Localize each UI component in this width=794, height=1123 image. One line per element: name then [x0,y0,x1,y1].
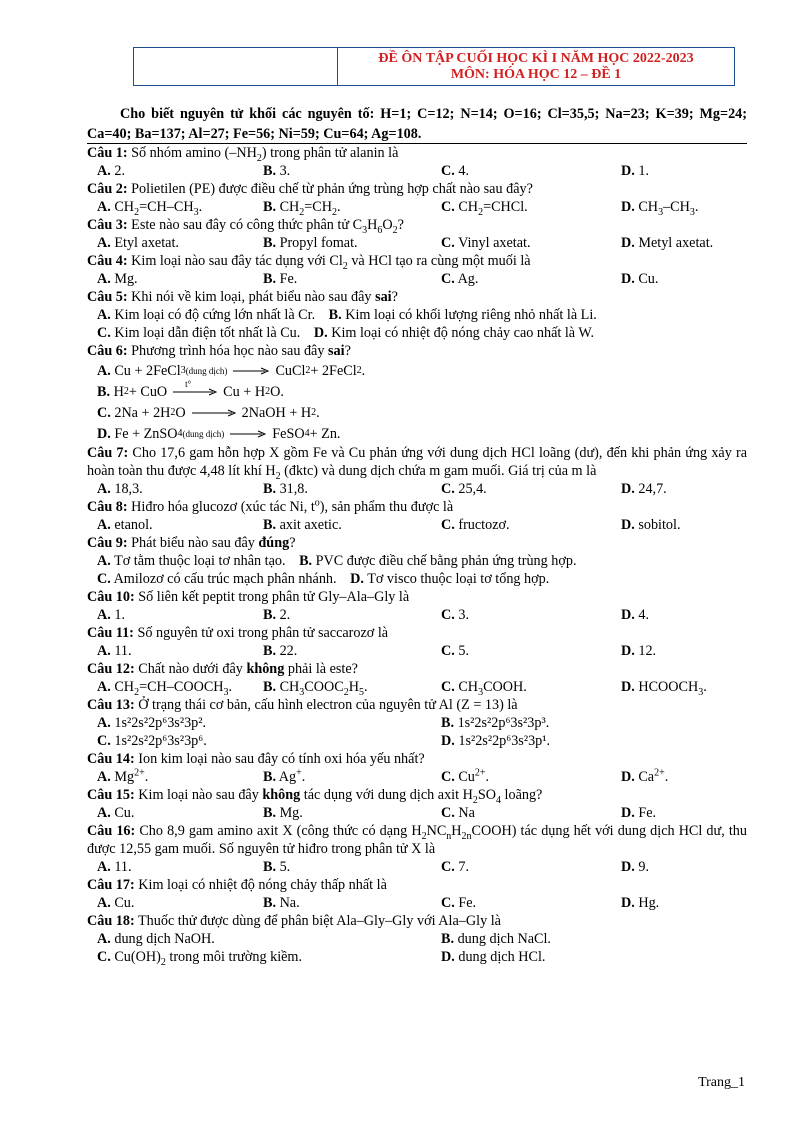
option-a[interactable]: A. Cu. [97,805,135,821]
option-c[interactable]: C. 4. [441,163,469,179]
option-a[interactable]: A. 1. [97,607,125,623]
header-title-cell [338,48,734,85]
question-3: Câu 3: Este nào sau đây có công thức phân tử $C_3H_6O_2$? [87,217,404,236]
question-list [87,144,747,966]
option-b[interactable]: B. 2. [263,607,291,623]
option-b[interactable]: B. 3. [263,163,291,179]
option-a[interactable]: A. 2. [97,163,125,179]
question-16: Câu 16: Cho 8,9 gam amino axit X (công thức có dạng $H_2NC_nH_{2n}COOH$) tác dụng hết với dung dịch HCl dư, thu được 12,55 gam muối. Số nguyên tử hiđro trong phân tử X là [87,823,747,857]
question-1: Câu 1: Số nhóm amino $(-NH_2)$ trong phân tử alanin là [87,145,399,164]
question-14: Câu 14: Ion kim loại nào sau đây có tính oxi hóa yếu nhất? [87,751,425,767]
question-18-options-ab [87,930,747,948]
option-a[interactable]: A. 18,3. [97,481,143,497]
question-11-options [87,642,747,660]
option-d[interactable]: D. Metyl axetat. [621,235,714,251]
question-12: Câu 12: Chất nào dưới đây không phải là este? [87,661,358,677]
option-a[interactable]: A. Kim loại có độ cứng lớn nhất là Cr. [97,307,316,323]
option-d[interactable]: D. Fe. [621,805,657,821]
question-1-options [87,162,747,180]
question-15-options [87,804,747,822]
option-d[interactable]: D. 9. [621,859,649,875]
question-5: Câu 5: Khi nói về kim loại, phát biểu nào sau đây sai? [87,289,398,305]
option-c[interactable]: C. 3. [441,607,469,623]
option-d[interactable]: D. 1. [621,163,649,179]
option-d[interactable]: D. 1s²2s²2p⁶3s²3p¹. [441,733,551,749]
question-8-options [87,516,747,534]
question-13-options-cd [87,732,747,750]
question-12-options [87,678,747,696]
option-a[interactable]: A. $Mg^{2+}$. [97,767,149,785]
option-c[interactable]: C. fructozơ. [441,517,510,533]
question-16-options [87,858,747,876]
page-number: Trang_1 [698,1075,745,1090]
reaction-arrow-icon [233,362,269,380]
atomic-mass-note: Cho biết nguyên tử khối các nguyên tố: H=1; C=12; N=14; O=16; Cl=35,5; Na=23; K=39; Mg=24; Ca=40; Ba=137; Al=27; Fe=56; Ni=59; Cu=64; Ag=108. [87,106,747,142]
reaction-arrow-icon [192,404,236,422]
question-7-options [87,480,747,498]
question-10-options [87,606,747,624]
option-a[interactable]: A. etanol. [97,517,153,533]
option-a[interactable]: A. Tơ tằm thuộc loại tơ nhân tạo. [97,553,286,569]
exam-subject: MÔN: HÓA HỌC 12 – ĐỀ 1 [450,66,622,82]
option-a[interactable]: A. 11. [97,859,132,875]
option-a[interactable]: A. 1s²2s²2p⁶3s²3p². [97,715,207,731]
question-18: Câu 18: Thuốc thử được dùng để phân biệt Ala–Gly–Gly với Ala–Gly là [87,913,501,929]
reaction-arrow-icon [230,425,266,443]
question-11: Câu 11: Số nguyên tử oxi trong phân tử saccarozơ là [87,625,389,641]
question-17: Câu 17: Kim loại có nhiệt độ nóng chảy thấp nhất là [87,877,387,893]
option-c[interactable]: C. $CH_3COOH$. [441,679,527,698]
option-d[interactable]: D. Hg. [621,895,660,911]
option-b[interactable]: B. axit axetic. [263,517,342,533]
question-10: Câu 10: Số liên kết peptit trong phân tử Gly–Ala–Gly là [87,589,410,605]
option-c[interactable]: C. 5. [441,643,469,659]
question-3-options [87,234,747,252]
exam-header-box [133,47,735,86]
option-d[interactable]: D. dung dịch HCl. [441,949,546,965]
question-6: Câu 6: Phương trình hóa học nào sau đây sai? [87,343,351,359]
option-d[interactable]: D. $Ca^{2+}$. [621,767,669,785]
option-c[interactable]: C. 1s²2s²2p⁶3s²3p⁶. [97,733,207,749]
question-7: Câu 7: Cho 17,6 gam hỗn hợp X gồm Fe và Cu phản ứng với dung dịch HCl loãng (dư), đến khi phản ứng xảy ra hoàn toàn thu được 4,48 lít khí $H_2$ (đktc) và dung dịch chứa m gam muối. Giá trị của m là [87,445,747,482]
option-d[interactable]: D. $CH_3-CH_3$. [621,199,699,218]
option-a[interactable]: A. 11. [97,643,132,659]
option-c[interactable]: C. 2Na + 2H 2 O 2NaOH + H 2 . [97,404,320,421]
option-d[interactable]: D. 4. [621,607,649,623]
option-c[interactable]: C. 7. [441,859,469,875]
question-4-options [87,270,747,288]
option-b[interactable]: B. PVC được điều chế bằng phản ứng trùng hợp. [299,553,577,569]
exam-title: ĐỀ ÔN TẬP CUỐI HỌC KÌ I NĂM HỌC 2022-2023 [378,50,694,66]
option-b[interactable]: B. H 2 + CuO t° Cu + H 2 O. [97,378,284,400]
option-c[interactable]: C. 25,4. [441,481,487,497]
question-9: Câu 9: Phát biểu nào sau đây đúng? [87,535,296,551]
option-d[interactable]: D. $HCOOCH_3$. [621,679,707,698]
option-b[interactable]: B. 5. [263,859,291,875]
option-b[interactable]: B. Na. [263,895,300,911]
option-d[interactable]: D. 24,7. [621,481,667,497]
option-a[interactable]: A. Cu + 2FeCl 3 (dung dịch) CuCl 2 + 2FeCl 2 . [97,362,366,379]
option-a[interactable]: A. Etyl axetat. [97,235,179,251]
option-d[interactable]: D. sobitol. [621,517,681,533]
option-b[interactable]: B. $CH_2=CH_2$. [263,199,341,218]
option-a[interactable]: A. $CH_2=CH-CH_3$. [97,199,203,218]
option-a[interactable]: A. dung dịch NaOH. [97,931,215,947]
question-18-options-cd [87,948,747,966]
question-14-options [87,768,747,786]
option-c[interactable]: C. Amilozơ có cấu trúc mạch phân nhánh. [97,571,337,587]
option-b[interactable]: B. $CH_3COOC_2H_5$. [263,679,368,698]
option-b[interactable]: B. Mg. [263,805,303,821]
reaction-arrow-heat-icon: t° [173,383,217,401]
option-d[interactable]: D. Tơ visco thuộc loại tơ tổng hợp. [350,571,550,587]
option-a[interactable]: A. Cu. [97,895,135,911]
option-c[interactable]: C. Na [441,805,475,821]
option-b[interactable]: B. 22. [263,643,298,659]
option-d[interactable]: D. Cu. [621,271,659,287]
option-a[interactable]: A. Mg. [97,271,138,287]
question-8: Câu 8: Hiđro hóa glucozơ (xúc tác Ni, $t^o$), sản phẩm thu được là [87,497,454,515]
option-b[interactable]: B. 31,8. [263,481,308,497]
option-b[interactable]: B. Ag+. [263,767,306,785]
option-c[interactable]: C. Vinyl axetat. [441,235,531,251]
question-15: Câu 15: Kim loại nào sau đây không tác dụng với dung dịch axit $H_2SO_4$ loãng? [87,787,543,806]
question-5-options [87,306,747,342]
option-c[interactable]: C. Fe. [441,895,477,911]
option-d[interactable]: D. Fe + ZnSO 4 (dung dịch) FeSO 4 + Zn. [97,425,341,442]
option-a[interactable]: A. $CH_2=CH-COOCH_3$. [97,679,233,698]
option-b[interactable]: B. Kim loại có khối lượng riêng nhỏ nhất là Li. [328,307,597,323]
option-b[interactable]: B. Propyl fomat. [263,235,358,251]
question-13: Câu 13: Ở trạng thái cơ bản, cấu hình electron của nguyên tử Al (Z = 13) là [87,697,518,713]
question-2-options [87,198,747,216]
option-b[interactable]: B. 1s²2s²2p⁶3s²3p³. [441,715,550,731]
option-c[interactable]: C. Kim loại dẫn điện tốt nhất là Cu. [97,325,301,341]
option-c[interactable]: C. $Cu^{2+}$. [441,767,490,785]
header-left-cell [134,48,338,85]
option-c[interactable]: C. Ag. [441,271,479,287]
option-d[interactable]: D. Kim loại có nhiệt độ nóng chảy cao nhất là W. [313,325,595,341]
question-13-options-ab [87,714,747,732]
question-2: Câu 2: Polietilen (PE) được điều chế từ phản ứng trùng hợp chất nào sau đây? [87,181,533,197]
option-d[interactable]: D. 12. [621,643,657,659]
question-17-options [87,894,747,912]
option-c[interactable]: C. $Cu(OH)_2$ trong môi trường kiềm. [97,949,303,968]
option-b[interactable]: B. Fe. [263,271,298,287]
question-9-options [87,552,747,588]
question-4: Câu 4: Kim loại nào sau đây tác dụng với $Cl_2$ và HCl tạo ra cùng một muối là [87,253,531,272]
option-b[interactable]: B. dung dịch NaCl. [441,931,551,947]
option-c[interactable]: C. $CH_2=CHCl$. [441,199,528,218]
